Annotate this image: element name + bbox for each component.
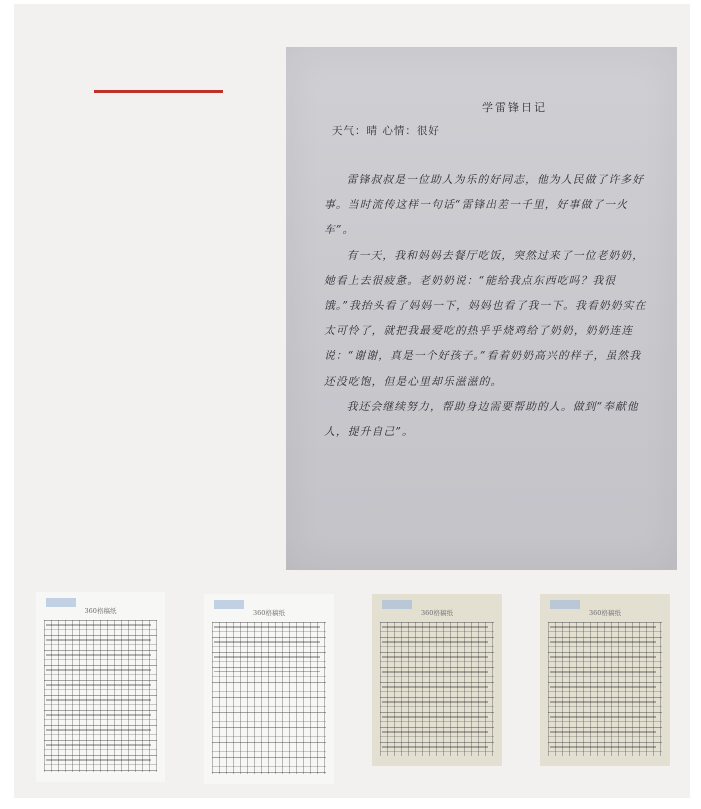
handwriting [214,626,320,672]
diary-body [324,167,650,444]
handwriting [550,626,656,748]
thumbnail-title: 360格稿纸 [253,609,285,617]
diary-paragraph: 有一天，我和妈妈去餐厅吃饭，突然过来了一位老奶奶，她看上去很疲惫。老奶奶说：“能给我点东西吃吗？我很饿。”我抬头看了妈妈一下，妈妈也看了我一下。我看奶奶实在太可怜了，就把我最爱吃的热乎乎烧鸡给了奶奶，奶奶连连说：“谢谢，真是一个好孩子。”看着奶奶高兴的样子，虽然我还没吃饱，但是心里却乐滋滋的。 [324,248,647,388]
handwriting [46,624,151,764]
diary-photo[interactable] [286,47,677,570]
content-frame [14,4,690,798]
thumbnail-4[interactable] [540,594,670,766]
accent-divider [94,90,223,93]
diary-paragraph: 我还会继续努力，帮助身边需要帮助的人。做到“奉献他人，提升自己”。 [324,399,639,439]
thumbnail-3[interactable] [372,594,502,766]
handwriting [382,626,488,748]
diary-weather-mood: 天气：晴 心情：很好 [332,125,440,137]
thumbnail-title: 360格稿纸 [84,607,117,615]
diary-paragraph: 雷锋叔叔是一位助人为乐的好同志，他为人民做了许多好事。当时流传这样一句话“雷锋出差一千里，好事做了一火车”。 [324,173,645,237]
thumbnail-title: 360格稿纸 [589,609,621,617]
thumbnail-title: 360格稿纸 [421,609,453,617]
thumbnail-1[interactable] [36,592,165,782]
diary-title: 学雷锋日记 [482,101,547,114]
thumbnail-2[interactable] [204,594,334,784]
